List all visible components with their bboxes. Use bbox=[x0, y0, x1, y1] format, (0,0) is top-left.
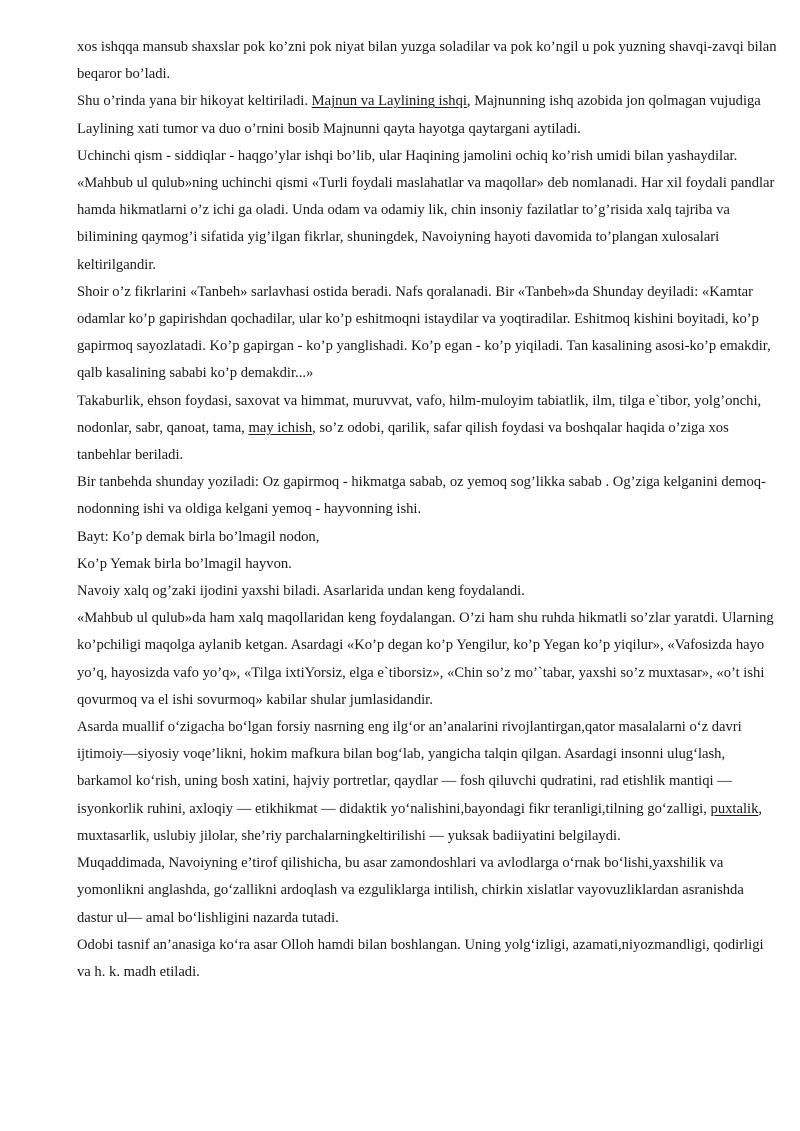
document-page bbox=[77, 34, 777, 986]
paragraph-7 bbox=[77, 469, 777, 523]
paragraph-text: Navoiy xalq og’zaki ijodini yaxshi biladi. Asarlarida undan keng foydalandi. bbox=[77, 583, 525, 600]
paragraph-4 bbox=[77, 170, 777, 279]
paragraph-text: , so’z odobi, qarilik, safar qilish foydasi va boshqalar haqida o’ziga xos tanbehlar beriladi. bbox=[77, 419, 729, 464]
paragraph-1 bbox=[77, 34, 777, 88]
puxtalik-link[interactable]: puxtalik bbox=[710, 800, 759, 817]
paragraph-11 bbox=[77, 605, 777, 714]
paragraph-text: Ko’p Yemak birla bo’lmagil hayvon. bbox=[77, 555, 292, 572]
paragraph-text: Bir tanbehda shunday yoziladi: Oz gapirmoq - hikmatga sabab, oz yemoq sog’likka sabab . Og’ziga kelganini demoq-nodonning ishi va oldiga kelgani yemoq - hayvonning ishi. bbox=[77, 474, 766, 518]
paragraph-text: Shu o’rinda yana bir hikoyat keltiriladi. bbox=[77, 93, 312, 110]
paragraph-text: , muxtasarlik, uslubiy jilolar, she’riy parchalarningkeltirilishi — yuksak badiiyatini belgilaydi. bbox=[77, 800, 763, 844]
paragraph-text: «Mahbub ul qulub»ning uchinchi qismi «Turli foydali maslahatlar va maqollar» deb nomlanadi. Har xil foydali pandlar hamda hikmatlarni o’z ichi ga oladi. Unda odam va odamiy lik, chin insoniy fazilatlar to’g’risida xalq tajriba va bilimining qaymog’i sifatida yig’ilgan fikrlar, shuningdek, Navoiyning hayoti davomida to’plangan xulosalari keltirilgandir. bbox=[77, 175, 775, 273]
paragraph-text: Uchinchi qism - siddiqlar - haqgo’ylar ishqi bo’lib, ular Haqining jamolini ochiq ko’rish umidi bilan yashaydilar. bbox=[77, 147, 738, 164]
paragraph-2 bbox=[77, 88, 777, 142]
paragraph-12 bbox=[77, 714, 777, 850]
paragraph-5 bbox=[77, 279, 777, 388]
paragraph-10 bbox=[77, 578, 777, 605]
paragraph-text: , Majnunning ishq azobida jon qolmagan vujudiga Laylining xati tumor va duo o’rnini bosib Majnunni qayta hayotga qaytargani aytiladi. bbox=[77, 93, 761, 137]
paragraph-text: Shoir o’z fikrlarini «Tanbeh» sarlavhasi ostida beradi. Nafs qoralanadi. Bir «Tanbeh»da Shunday deyiladi: «Kamtar odamlar ko’p gapirishdan qochadilar, ular ko’p eshitmoqni istaydilar va yoqtiradilar. Eshitmoq kishini boyitadi, ko’p gapirmoq sayozlatadi. Ko’p gapirgan - ko’p yanglishadi. Ko’p egan - ko’p yiqiladi. Tan kasalining asosi-ko’p emakdir, qalb kasalining sababi ko’p demakdir...» bbox=[77, 283, 771, 382]
bayt-line-1 bbox=[77, 524, 777, 551]
paragraph-text: Muqaddimada, Navoiyning e’tirof qilishicha, bu asar zamondoshlari va avlodlarga o‘rnak bo‘lishi,yaxshilik va yomonlikni anglashda, go‘zallikni ardoqlash va ezguliklarga intilish, chirkin xislatlar vayovuzliklardan asranishda dastur ul— amal bo‘lishligini nazarda tutadi. bbox=[77, 855, 744, 926]
paragraph-text: xos ishqqa mansub shaxslar pok ko’zni pok niyat bilan yuzga soladilar va pok ko’ngil u pok yuzning shavqi-zavqi bilan beqaror bo’ladi. bbox=[77, 39, 777, 83]
paragraph-text: Bayt: Ko’p demak birla bo’lmagil nodon, bbox=[77, 528, 320, 545]
paragraph-6 bbox=[77, 388, 777, 470]
paragraph-14 bbox=[77, 932, 777, 986]
paragraph-text: «Mahbub ul qulub»da ham xalq maqollaridan keng foydalangan. O’zi ham shu ruhda hikmatli so’zlar yaratdi. Ularning ko’pchiligi maqolga aylanib ketgan. Asardagi «Ko’p degan ko’p Yengilur, ko’p Yegan ko’p yiqilur», «Vafosizda hayo yo’q, hayosizda vafo yo’q», «Tilga ixtiYorsiz, elga e`tiborsiz», «Chin so’z mo’`tabar, yaxshi so’z muxtasar», «o’t ishi qovurmoq va el ishi sovurmoq» kabilar shular jumlasidandir. bbox=[77, 610, 774, 708]
majnun-layli-link[interactable]: Majnun va Laylining ishqi bbox=[311, 93, 467, 110]
paragraph-13 bbox=[77, 850, 777, 932]
paragraph-text: Asarda muallif o‘zigacha bo‘lgan forsiy nasrning eng ilg‘or an’analarini rivojlantirgan,qator masalalarni o‘z davri ijtimoiy—siyosiy voqe’likni, hokim mafkura bilan bog‘lab, yangicha talqin qilgan. Asardagi insonni ulug‘lash, barkamol ko‘rish, uning bosh xatini, hajviy portretlar, qaydlar — fosh qiluvchi qudratini, rad etishlik mantiqi — isyonkorlik ruhini, axloqiy — etikhikmat — didaktik yo‘nalishini,bayondagi fikr teranligi,tilning go‘zalligi, bbox=[77, 719, 742, 817]
paragraph-text: Takaburlik, ehson foydasi, saxovat va himmat, muruvvat, vafo, hilm-muloyim tabiatlik, ilm, tilga e`tibor, yolg’onchi, nodonlar, sabr, qanoat, tama, bbox=[77, 392, 762, 436]
paragraph-3 bbox=[77, 143, 777, 170]
may-ichish-link[interactable]: may ichish bbox=[248, 419, 313, 436]
bayt-line-2 bbox=[77, 551, 777, 578]
paragraph-text: Odobi tasnif an’anasiga ko‘ra asar Olloh hamdi bilan boshlangan. Uning yolg‘izligi, azamati,niyozmandligi, qodirligi va h. k. madh etiladi. bbox=[77, 936, 764, 980]
